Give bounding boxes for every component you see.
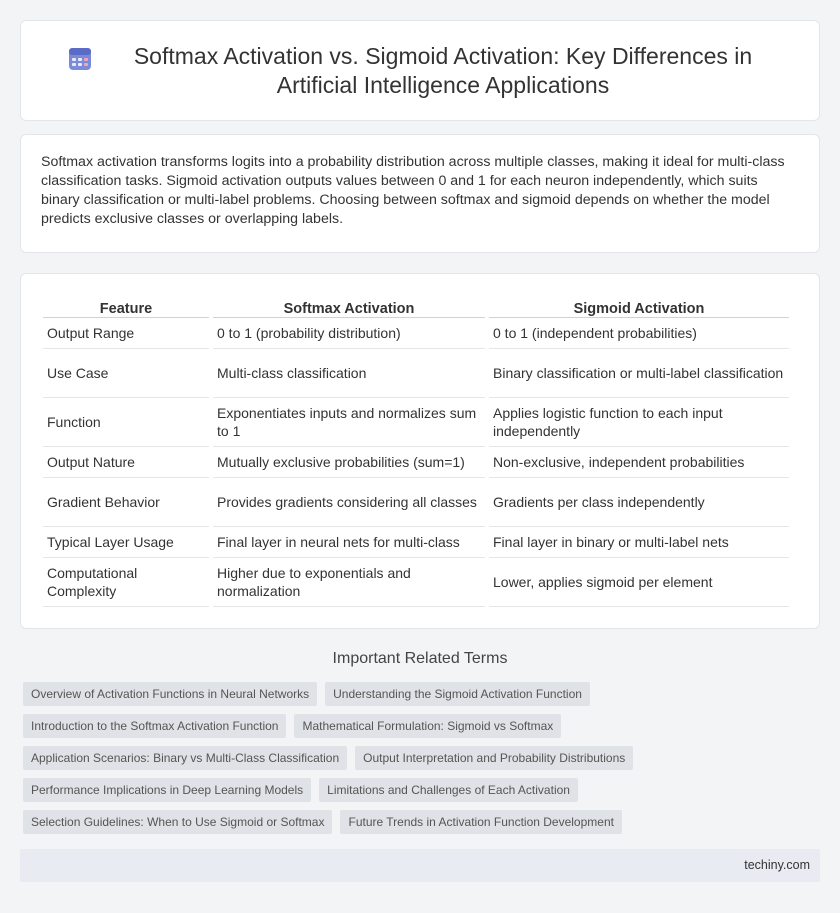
table-cell-softmax: 0 to 1 (probability distribution) <box>213 318 485 349</box>
table-cell-feature: Use Case <box>43 349 209 398</box>
table-cell-softmax: Multi-class classification <box>213 349 485 398</box>
table-cell-softmax: Higher due to exponentials and normalization <box>213 558 485 607</box>
page-title: Softmax Activation vs. Sigmoid Activation: Key Differences in Artificial Intelligence Applications <box>133 42 753 98</box>
tag-row <box>23 714 783 738</box>
table-cell-feature: Function <box>43 398 209 447</box>
table-cell-softmax: Final layer in neural nets for multi-class <box>213 527 485 558</box>
table-row <box>43 447 789 478</box>
table-row <box>43 349 789 398</box>
related-term-tag[interactable]: Limitations and Challenges of Each Activation <box>319 778 578 802</box>
table-header-row <box>43 296 789 318</box>
table-row <box>43 527 789 558</box>
related-term-tag[interactable]: Performance Implications in Deep Learning Models <box>23 778 311 802</box>
related-term-tag[interactable]: Output Interpretation and Probability Distributions <box>355 746 633 770</box>
header-sigmoid: Sigmoid Activation <box>489 296 789 318</box>
table-cell-softmax: Provides gradients considering all classes <box>213 478 485 527</box>
footer <box>20 849 820 882</box>
table-cell-feature: Gradient Behavior <box>43 478 209 527</box>
table-cell-feature: Typical Layer Usage <box>43 527 209 558</box>
related-term-tag[interactable]: Introduction to the Softmax Activation Function <box>23 714 286 738</box>
table-row <box>43 318 789 349</box>
table-cell-sigmoid: Non-exclusive, independent probabilities <box>489 447 789 478</box>
tag-row <box>23 810 783 834</box>
intro-card <box>20 134 820 253</box>
related-terms-title: Important Related Terms <box>332 650 508 667</box>
comparison-table-card <box>20 273 820 629</box>
related-term-tag[interactable]: Future Trends in Activation Function Development <box>340 810 621 834</box>
table-cell-softmax: Exponentiates inputs and normalizes sum to 1 <box>213 398 485 447</box>
related-term-tag[interactable]: Mathematical Formulation: Sigmoid vs Softmax <box>294 714 561 738</box>
table-cell-sigmoid: Applies logistic function to each input independently <box>489 398 789 447</box>
related-term-tag[interactable]: Understanding the Sigmoid Activation Function <box>325 682 590 706</box>
table-row <box>43 558 789 607</box>
tag-row <box>23 778 783 802</box>
table-cell-sigmoid: 0 to 1 (independent probabilities) <box>489 318 789 349</box>
related-term-tag[interactable]: Application Scenarios: Binary vs Multi-Class Classification <box>23 746 347 770</box>
header-feature: Feature <box>43 296 209 318</box>
intro-paragraph: Softmax activation transforms logits into a probability distribution across multiple classes, making it ideal for multi-class classification tasks. Sigmoid activation outputs values between 0 and 1 for each neuron independently, which suits binary classification or multi-label problems. Choosing between softmax and sigmoid depends on whether the model predicts exclusive classes or overlapping labels. <box>41 154 785 227</box>
title-card <box>20 20 820 121</box>
table-cell-sigmoid: Lower, applies sigmoid per element <box>489 558 789 607</box>
related-term-tag[interactable]: Selection Guidelines: When to Use Sigmoid or Softmax <box>23 810 332 834</box>
table-cell-sigmoid: Binary classification or multi-label classification <box>489 349 789 398</box>
title-wrap <box>27 42 813 100</box>
table-row <box>43 478 789 527</box>
comparison-table <box>39 296 793 607</box>
grid-calculator-icon <box>67 46 93 72</box>
footer-brand[interactable]: techiny.com <box>744 858 810 872</box>
table-cell-feature: Output Nature <box>43 447 209 478</box>
table-cell-sigmoid: Final layer in binary or multi-label nets <box>489 527 789 558</box>
table-row <box>43 398 789 447</box>
tag-row <box>23 682 783 706</box>
tag-row <box>23 746 783 770</box>
header-softmax: Softmax Activation <box>213 296 485 318</box>
table-cell-feature: Output Range <box>43 318 209 349</box>
related-term-tag[interactable]: Overview of Activation Functions in Neural Networks <box>23 682 317 706</box>
table-cell-softmax: Mutually exclusive probabilities (sum=1) <box>213 447 485 478</box>
related-terms-list <box>23 682 783 842</box>
table-cell-sigmoid: Gradients per class independently <box>489 478 789 527</box>
table-cell-feature: Computational Complexity <box>43 558 209 607</box>
